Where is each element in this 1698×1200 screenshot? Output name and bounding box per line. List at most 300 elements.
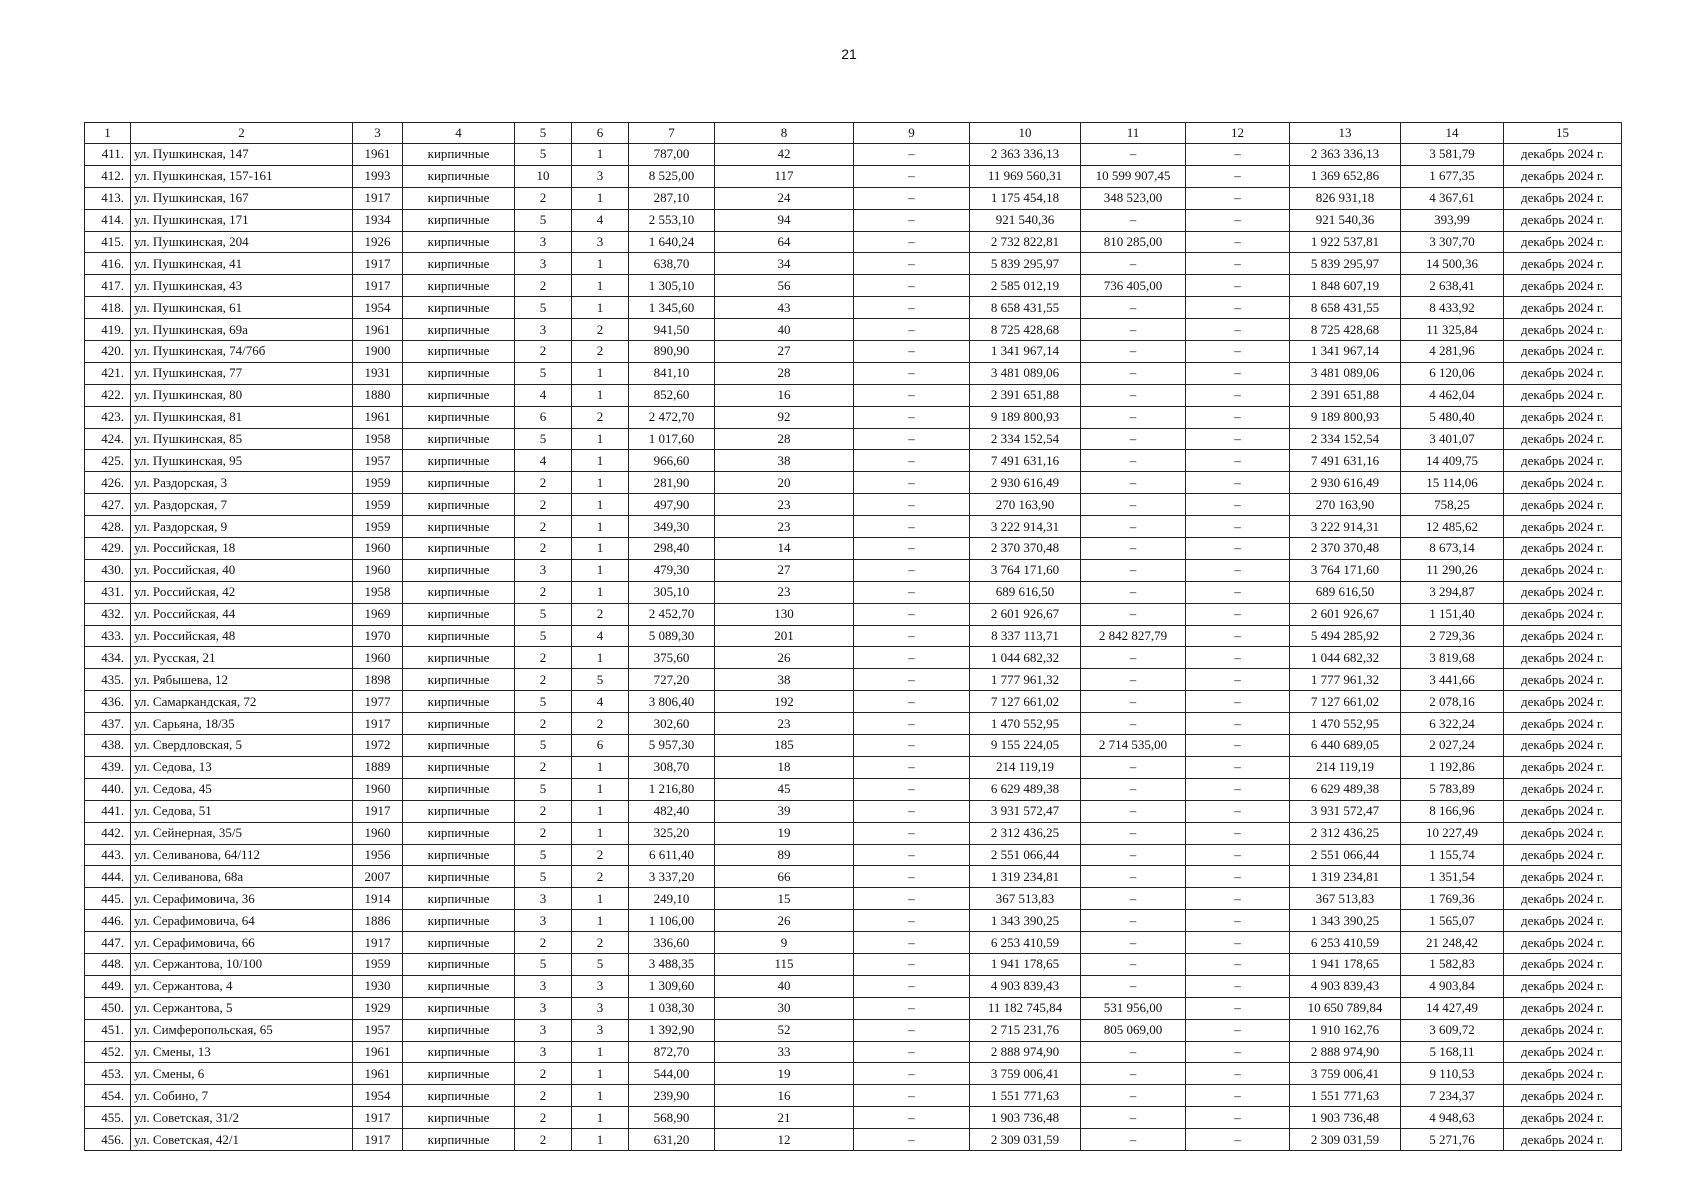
row-number-cell: 445. bbox=[85, 888, 131, 910]
residents-cell: 28 bbox=[715, 362, 854, 384]
col-14-cell: 6 120,06 bbox=[1401, 362, 1504, 384]
col-11-cell: 348 523,00 bbox=[1081, 187, 1186, 209]
total-cost-cell: 4 903 839,43 bbox=[970, 975, 1081, 997]
col-14-cell: 10 227,49 bbox=[1401, 822, 1504, 844]
year-built-cell: 1960 bbox=[353, 647, 403, 669]
area-cell: 8 525,00 bbox=[629, 165, 715, 187]
col-12-cell: – bbox=[1186, 756, 1290, 778]
col-13-cell: 1 044 682,32 bbox=[1290, 647, 1401, 669]
address-cell: ул. Советская, 31/2 bbox=[131, 1107, 353, 1129]
col-9-cell: – bbox=[854, 297, 970, 319]
year-built-cell: 1961 bbox=[353, 144, 403, 166]
address-cell: ул. Российская, 18 bbox=[131, 538, 353, 560]
col-11-cell: – bbox=[1081, 800, 1186, 822]
address-cell: ул. Смены, 6 bbox=[131, 1063, 353, 1085]
col-14-cell: 3 819,68 bbox=[1401, 647, 1504, 669]
wall-material-cell: кирпичные bbox=[403, 778, 515, 800]
deadline-cell: декабрь 2024 г. bbox=[1504, 231, 1622, 253]
col-12-cell: – bbox=[1186, 735, 1290, 757]
floors-cell: 2 bbox=[515, 472, 572, 494]
area-cell: 2 553,10 bbox=[629, 209, 715, 231]
area-cell: 349,30 bbox=[629, 516, 715, 538]
row-number-cell: 416. bbox=[85, 253, 131, 275]
row-number-cell: 434. bbox=[85, 647, 131, 669]
row-number-cell: 426. bbox=[85, 472, 131, 494]
entrances-cell: 1 bbox=[572, 888, 629, 910]
col-9-cell: – bbox=[854, 625, 970, 647]
floors-cell: 5 bbox=[515, 844, 572, 866]
col-14-cell: 3 441,66 bbox=[1401, 669, 1504, 691]
address-cell: ул. Пушкинская, 171 bbox=[131, 209, 353, 231]
col-14-cell: 8 433,92 bbox=[1401, 297, 1504, 319]
table-row bbox=[85, 778, 1622, 800]
total-cost-cell: 1 343 390,25 bbox=[970, 910, 1081, 932]
row-number-cell: 423. bbox=[85, 406, 131, 428]
area-cell: 1 017,60 bbox=[629, 428, 715, 450]
floors-cell: 6 bbox=[515, 406, 572, 428]
column-header-15: 15 bbox=[1504, 123, 1622, 144]
col-9-cell: – bbox=[854, 953, 970, 975]
wall-material-cell: кирпичные bbox=[403, 844, 515, 866]
col-9-cell: – bbox=[854, 910, 970, 932]
year-built-cell: 1960 bbox=[353, 778, 403, 800]
year-built-cell: 1917 bbox=[353, 253, 403, 275]
area-cell: 249,10 bbox=[629, 888, 715, 910]
deadline-cell: декабрь 2024 г. bbox=[1504, 866, 1622, 888]
col-12-cell: – bbox=[1186, 975, 1290, 997]
col-14-cell: 14 500,36 bbox=[1401, 253, 1504, 275]
residents-cell: 23 bbox=[715, 713, 854, 735]
floors-cell: 2 bbox=[515, 669, 572, 691]
col-13-cell: 1 470 552,95 bbox=[1290, 713, 1401, 735]
address-cell: ул. Собино, 7 bbox=[131, 1085, 353, 1107]
year-built-cell: 1886 bbox=[353, 910, 403, 932]
table-row bbox=[85, 384, 1622, 406]
total-cost-cell: 6 629 489,38 bbox=[970, 778, 1081, 800]
total-cost-cell: 1 551 771,63 bbox=[970, 1085, 1081, 1107]
table-row bbox=[85, 1019, 1622, 1041]
col-9-cell: – bbox=[854, 275, 970, 297]
entrances-cell: 3 bbox=[572, 975, 629, 997]
area-cell: 631,20 bbox=[629, 1129, 715, 1151]
wall-material-cell: кирпичные bbox=[403, 341, 515, 363]
deadline-cell: декабрь 2024 г. bbox=[1504, 625, 1622, 647]
year-built-cell: 1917 bbox=[353, 275, 403, 297]
table-row bbox=[85, 1063, 1622, 1085]
row-number-cell: 428. bbox=[85, 516, 131, 538]
entrances-cell: 2 bbox=[572, 603, 629, 625]
deadline-cell: декабрь 2024 г. bbox=[1504, 997, 1622, 1019]
wall-material-cell: кирпичные bbox=[403, 756, 515, 778]
entrances-cell: 1 bbox=[572, 494, 629, 516]
col-14-cell: 8 673,14 bbox=[1401, 538, 1504, 560]
row-number-cell: 453. bbox=[85, 1063, 131, 1085]
deadline-cell: декабрь 2024 г. bbox=[1504, 209, 1622, 231]
col-9-cell: – bbox=[854, 559, 970, 581]
row-number-cell: 451. bbox=[85, 1019, 131, 1041]
deadline-cell: декабрь 2024 г. bbox=[1504, 1019, 1622, 1041]
residents-cell: 33 bbox=[715, 1041, 854, 1063]
total-cost-cell: 2 309 031,59 bbox=[970, 1129, 1081, 1151]
col-9-cell: – bbox=[854, 472, 970, 494]
col-11-cell: 2 714 535,00 bbox=[1081, 735, 1186, 757]
col-14-cell: 3 401,07 bbox=[1401, 428, 1504, 450]
table-row bbox=[85, 450, 1622, 472]
table-row bbox=[85, 953, 1622, 975]
entrances-cell: 4 bbox=[572, 625, 629, 647]
row-number-cell: 449. bbox=[85, 975, 131, 997]
wall-material-cell: кирпичные bbox=[403, 625, 515, 647]
area-cell: 1 309,60 bbox=[629, 975, 715, 997]
wall-material-cell: кирпичные bbox=[403, 144, 515, 166]
col-9-cell: – bbox=[854, 144, 970, 166]
table-row bbox=[85, 997, 1622, 1019]
wall-material-cell: кирпичные bbox=[403, 997, 515, 1019]
row-number-cell: 429. bbox=[85, 538, 131, 560]
year-built-cell: 1993 bbox=[353, 165, 403, 187]
entrances-cell: 1 bbox=[572, 1085, 629, 1107]
address-cell: ул. Советская, 42/1 bbox=[131, 1129, 353, 1151]
deadline-cell: декабрь 2024 г. bbox=[1504, 516, 1622, 538]
deadline-cell: декабрь 2024 г. bbox=[1504, 1129, 1622, 1151]
col-12-cell: – bbox=[1186, 428, 1290, 450]
total-cost-cell: 3 481 089,06 bbox=[970, 362, 1081, 384]
address-cell: ул. Русская, 21 bbox=[131, 647, 353, 669]
wall-material-cell: кирпичные bbox=[403, 953, 515, 975]
entrances-cell: 2 bbox=[572, 932, 629, 954]
col-12-cell: – bbox=[1186, 713, 1290, 735]
col-13-cell: 2 601 926,67 bbox=[1290, 603, 1401, 625]
total-cost-cell: 2 334 152,54 bbox=[970, 428, 1081, 450]
address-cell: ул. Пушкинская, 74/76б bbox=[131, 341, 353, 363]
year-built-cell: 1926 bbox=[353, 231, 403, 253]
col-12-cell: – bbox=[1186, 778, 1290, 800]
col-9-cell: – bbox=[854, 997, 970, 1019]
address-cell: ул. Пушкинская, 95 bbox=[131, 450, 353, 472]
deadline-cell: декабрь 2024 г. bbox=[1504, 1063, 1622, 1085]
total-cost-cell: 8 725 428,68 bbox=[970, 319, 1081, 341]
housing-register-table bbox=[84, 122, 1622, 1151]
col-14-cell: 14 409,75 bbox=[1401, 450, 1504, 472]
col-11-cell: – bbox=[1081, 209, 1186, 231]
row-number-cell: 450. bbox=[85, 997, 131, 1019]
total-cost-cell: 1 175 454,18 bbox=[970, 187, 1081, 209]
row-number-cell: 443. bbox=[85, 844, 131, 866]
col-14-cell: 12 485,62 bbox=[1401, 516, 1504, 538]
col-14-cell: 2 078,16 bbox=[1401, 691, 1504, 713]
col-13-cell: 2 363 336,13 bbox=[1290, 144, 1401, 166]
residents-cell: 38 bbox=[715, 669, 854, 691]
total-cost-cell: 11 182 745,84 bbox=[970, 997, 1081, 1019]
col-9-cell: – bbox=[854, 713, 970, 735]
col-11-cell: – bbox=[1081, 384, 1186, 406]
col-14-cell: 2 729,36 bbox=[1401, 625, 1504, 647]
year-built-cell: 1958 bbox=[353, 428, 403, 450]
year-built-cell: 1917 bbox=[353, 932, 403, 954]
col-11-cell: – bbox=[1081, 297, 1186, 319]
col-11-cell: – bbox=[1081, 932, 1186, 954]
col-9-cell: – bbox=[854, 581, 970, 603]
floors-cell: 5 bbox=[515, 209, 572, 231]
col-12-cell: – bbox=[1186, 297, 1290, 319]
entrances-cell: 1 bbox=[572, 384, 629, 406]
entrances-cell: 1 bbox=[572, 187, 629, 209]
wall-material-cell: кирпичные bbox=[403, 165, 515, 187]
floors-cell: 5 bbox=[515, 144, 572, 166]
floors-cell: 5 bbox=[515, 362, 572, 384]
deadline-cell: декабрь 2024 г. bbox=[1504, 559, 1622, 581]
col-9-cell: – bbox=[854, 691, 970, 713]
residents-cell: 66 bbox=[715, 866, 854, 888]
deadline-cell: декабрь 2024 г. bbox=[1504, 450, 1622, 472]
col-14-cell: 2 638,41 bbox=[1401, 275, 1504, 297]
table-row bbox=[85, 669, 1622, 691]
col-11-cell: – bbox=[1081, 581, 1186, 603]
col-12-cell: – bbox=[1186, 844, 1290, 866]
entrances-cell: 1 bbox=[572, 516, 629, 538]
deadline-cell: декабрь 2024 г. bbox=[1504, 362, 1622, 384]
col-12-cell: – bbox=[1186, 406, 1290, 428]
address-cell: ул. Пушкинская, 85 bbox=[131, 428, 353, 450]
wall-material-cell: кирпичные bbox=[403, 253, 515, 275]
area-cell: 568,90 bbox=[629, 1107, 715, 1129]
column-header-2: 2 bbox=[131, 123, 353, 144]
table-row bbox=[85, 647, 1622, 669]
col-12-cell: – bbox=[1186, 494, 1290, 516]
entrances-cell: 2 bbox=[572, 319, 629, 341]
col-13-cell: 1 369 652,86 bbox=[1290, 165, 1401, 187]
col-13-cell: 2 370 370,48 bbox=[1290, 538, 1401, 560]
total-cost-cell: 2 732 822,81 bbox=[970, 231, 1081, 253]
table-row bbox=[85, 1107, 1622, 1129]
col-13-cell: 270 163,90 bbox=[1290, 494, 1401, 516]
col-11-cell: 10 599 907,45 bbox=[1081, 165, 1186, 187]
year-built-cell: 1880 bbox=[353, 384, 403, 406]
col-14-cell: 5 168,11 bbox=[1401, 1041, 1504, 1063]
row-number-cell: 412. bbox=[85, 165, 131, 187]
col-9-cell: – bbox=[854, 450, 970, 472]
col-9-cell: – bbox=[854, 844, 970, 866]
col-11-cell: – bbox=[1081, 866, 1186, 888]
address-cell: ул. Пушкинская, 41 bbox=[131, 253, 353, 275]
floors-cell: 3 bbox=[515, 997, 572, 1019]
col-14-cell: 4 948,63 bbox=[1401, 1107, 1504, 1129]
area-cell: 336,60 bbox=[629, 932, 715, 954]
total-cost-cell: 2 551 066,44 bbox=[970, 844, 1081, 866]
residents-cell: 15 bbox=[715, 888, 854, 910]
address-cell: ул. Раздорская, 7 bbox=[131, 494, 353, 516]
residents-cell: 39 bbox=[715, 800, 854, 822]
residents-cell: 56 bbox=[715, 275, 854, 297]
deadline-cell: декабрь 2024 г. bbox=[1504, 581, 1622, 603]
deadline-cell: декабрь 2024 г. bbox=[1504, 165, 1622, 187]
col-12-cell: – bbox=[1186, 669, 1290, 691]
total-cost-cell: 2 363 336,13 bbox=[970, 144, 1081, 166]
address-cell: ул. Сарьяна, 18/35 bbox=[131, 713, 353, 735]
col-11-cell: – bbox=[1081, 647, 1186, 669]
col-12-cell: – bbox=[1186, 888, 1290, 910]
row-number-cell: 444. bbox=[85, 866, 131, 888]
row-number-cell: 436. bbox=[85, 691, 131, 713]
residents-cell: 40 bbox=[715, 319, 854, 341]
col-11-cell: – bbox=[1081, 559, 1186, 581]
wall-material-cell: кирпичные bbox=[403, 231, 515, 253]
col-14-cell: 1 192,86 bbox=[1401, 756, 1504, 778]
col-14-cell: 1 769,36 bbox=[1401, 888, 1504, 910]
col-13-cell: 3 222 914,31 bbox=[1290, 516, 1401, 538]
col-9-cell: – bbox=[854, 1041, 970, 1063]
floors-cell: 5 bbox=[515, 953, 572, 975]
address-cell: ул. Самаркандская, 72 bbox=[131, 691, 353, 713]
residents-cell: 28 bbox=[715, 428, 854, 450]
year-built-cell: 1898 bbox=[353, 669, 403, 691]
floors-cell: 3 bbox=[515, 1041, 572, 1063]
col-13-cell: 2 312 436,25 bbox=[1290, 822, 1401, 844]
col-9-cell: – bbox=[854, 735, 970, 757]
year-built-cell: 1931 bbox=[353, 362, 403, 384]
floors-cell: 2 bbox=[515, 516, 572, 538]
table-row bbox=[85, 362, 1622, 384]
column-header-5: 5 bbox=[515, 123, 572, 144]
table-row bbox=[85, 581, 1622, 603]
col-11-cell: – bbox=[1081, 691, 1186, 713]
area-cell: 482,40 bbox=[629, 800, 715, 822]
row-number-cell: 441. bbox=[85, 800, 131, 822]
area-cell: 941,50 bbox=[629, 319, 715, 341]
col-14-cell: 9 110,53 bbox=[1401, 1063, 1504, 1085]
address-cell: ул. Российская, 48 bbox=[131, 625, 353, 647]
col-11-cell: – bbox=[1081, 756, 1186, 778]
entrances-cell: 1 bbox=[572, 428, 629, 450]
total-cost-cell: 2 370 370,48 bbox=[970, 538, 1081, 560]
entrances-cell: 1 bbox=[572, 822, 629, 844]
col-11-cell: – bbox=[1081, 822, 1186, 844]
address-cell: ул. Сейнерная, 35/5 bbox=[131, 822, 353, 844]
wall-material-cell: кирпичные bbox=[403, 1041, 515, 1063]
col-13-cell: 4 903 839,43 bbox=[1290, 975, 1401, 997]
deadline-cell: декабрь 2024 г. bbox=[1504, 187, 1622, 209]
col-11-cell: – bbox=[1081, 472, 1186, 494]
residents-cell: 115 bbox=[715, 953, 854, 975]
col-12-cell: – bbox=[1186, 362, 1290, 384]
deadline-cell: декабрь 2024 г. bbox=[1504, 647, 1622, 669]
wall-material-cell: кирпичные bbox=[403, 669, 515, 691]
wall-material-cell: кирпичные bbox=[403, 406, 515, 428]
deadline-cell: декабрь 2024 г. bbox=[1504, 932, 1622, 954]
address-cell: ул. Пушкинская, 43 bbox=[131, 275, 353, 297]
col-14-cell: 6 322,24 bbox=[1401, 713, 1504, 735]
deadline-cell: декабрь 2024 г. bbox=[1504, 494, 1622, 516]
col-14-cell: 3 307,70 bbox=[1401, 231, 1504, 253]
year-built-cell: 1957 bbox=[353, 450, 403, 472]
column-header-11: 11 bbox=[1081, 123, 1186, 144]
address-cell: ул. Раздорская, 3 bbox=[131, 472, 353, 494]
year-built-cell: 1900 bbox=[353, 341, 403, 363]
year-built-cell: 1959 bbox=[353, 472, 403, 494]
residents-cell: 45 bbox=[715, 778, 854, 800]
floors-cell: 2 bbox=[515, 1085, 572, 1107]
row-number-cell: 430. bbox=[85, 559, 131, 581]
col-14-cell: 5 271,76 bbox=[1401, 1129, 1504, 1151]
deadline-cell: декабрь 2024 г. bbox=[1504, 800, 1622, 822]
address-cell: ул. Пушкинская, 80 bbox=[131, 384, 353, 406]
col-9-cell: – bbox=[854, 669, 970, 691]
floors-cell: 2 bbox=[515, 187, 572, 209]
col-11-cell: – bbox=[1081, 1063, 1186, 1085]
row-number-cell: 427. bbox=[85, 494, 131, 516]
area-cell: 852,60 bbox=[629, 384, 715, 406]
area-cell: 966,60 bbox=[629, 450, 715, 472]
deadline-cell: декабрь 2024 г. bbox=[1504, 975, 1622, 997]
residents-cell: 19 bbox=[715, 822, 854, 844]
col-13-cell: 1 341 967,14 bbox=[1290, 341, 1401, 363]
address-cell: ул. Свердловская, 5 bbox=[131, 735, 353, 757]
wall-material-cell: кирпичные bbox=[403, 910, 515, 932]
area-cell: 638,70 bbox=[629, 253, 715, 275]
floors-cell: 2 bbox=[515, 1129, 572, 1151]
col-13-cell: 5 839 295,97 bbox=[1290, 253, 1401, 275]
page-number: 21 bbox=[841, 46, 857, 62]
floors-cell: 2 bbox=[515, 341, 572, 363]
floors-cell: 5 bbox=[515, 603, 572, 625]
wall-material-cell: кирпичные bbox=[403, 735, 515, 757]
row-number-cell: 415. bbox=[85, 231, 131, 253]
residents-cell: 34 bbox=[715, 253, 854, 275]
col-14-cell: 4 281,96 bbox=[1401, 341, 1504, 363]
total-cost-cell: 9 155 224,05 bbox=[970, 735, 1081, 757]
col-13-cell: 826 931,18 bbox=[1290, 187, 1401, 209]
col-13-cell: 2 930 616,49 bbox=[1290, 472, 1401, 494]
table-row bbox=[85, 866, 1622, 888]
col-12-cell: – bbox=[1186, 691, 1290, 713]
col-11-cell: 2 842 827,79 bbox=[1081, 625, 1186, 647]
area-cell: 239,90 bbox=[629, 1085, 715, 1107]
col-11-cell: – bbox=[1081, 910, 1186, 932]
col-13-cell: 2 309 031,59 bbox=[1290, 1129, 1401, 1151]
entrances-cell: 1 bbox=[572, 450, 629, 472]
row-number-cell: 417. bbox=[85, 275, 131, 297]
wall-material-cell: кирпичные bbox=[403, 362, 515, 384]
col-9-cell: – bbox=[854, 165, 970, 187]
area-cell: 5 089,30 bbox=[629, 625, 715, 647]
total-cost-cell: 9 189 800,93 bbox=[970, 406, 1081, 428]
row-number-cell: 411. bbox=[85, 144, 131, 166]
row-number-cell: 454. bbox=[85, 1085, 131, 1107]
col-9-cell: – bbox=[854, 494, 970, 516]
col-14-cell: 8 166,96 bbox=[1401, 800, 1504, 822]
col-11-cell: – bbox=[1081, 406, 1186, 428]
floors-cell: 2 bbox=[515, 800, 572, 822]
col-13-cell: 1 910 162,76 bbox=[1290, 1019, 1401, 1041]
address-cell: ул. Пушкинская, 167 bbox=[131, 187, 353, 209]
col-13-cell: 1 319 234,81 bbox=[1290, 866, 1401, 888]
total-cost-cell: 1 044 682,32 bbox=[970, 647, 1081, 669]
floors-cell: 3 bbox=[515, 975, 572, 997]
year-built-cell: 1917 bbox=[353, 713, 403, 735]
address-cell: ул. Пушкинская, 81 bbox=[131, 406, 353, 428]
col-9-cell: – bbox=[854, 603, 970, 625]
entrances-cell: 5 bbox=[572, 953, 629, 975]
wall-material-cell: кирпичные bbox=[403, 1107, 515, 1129]
area-cell: 841,10 bbox=[629, 362, 715, 384]
wall-material-cell: кирпичные bbox=[403, 822, 515, 844]
address-cell: ул. Сержантова, 10/100 bbox=[131, 953, 353, 975]
area-cell: 1 216,80 bbox=[629, 778, 715, 800]
table-row bbox=[85, 494, 1622, 516]
col-9-cell: – bbox=[854, 866, 970, 888]
floors-cell: 2 bbox=[515, 1063, 572, 1085]
year-built-cell: 1977 bbox=[353, 691, 403, 713]
